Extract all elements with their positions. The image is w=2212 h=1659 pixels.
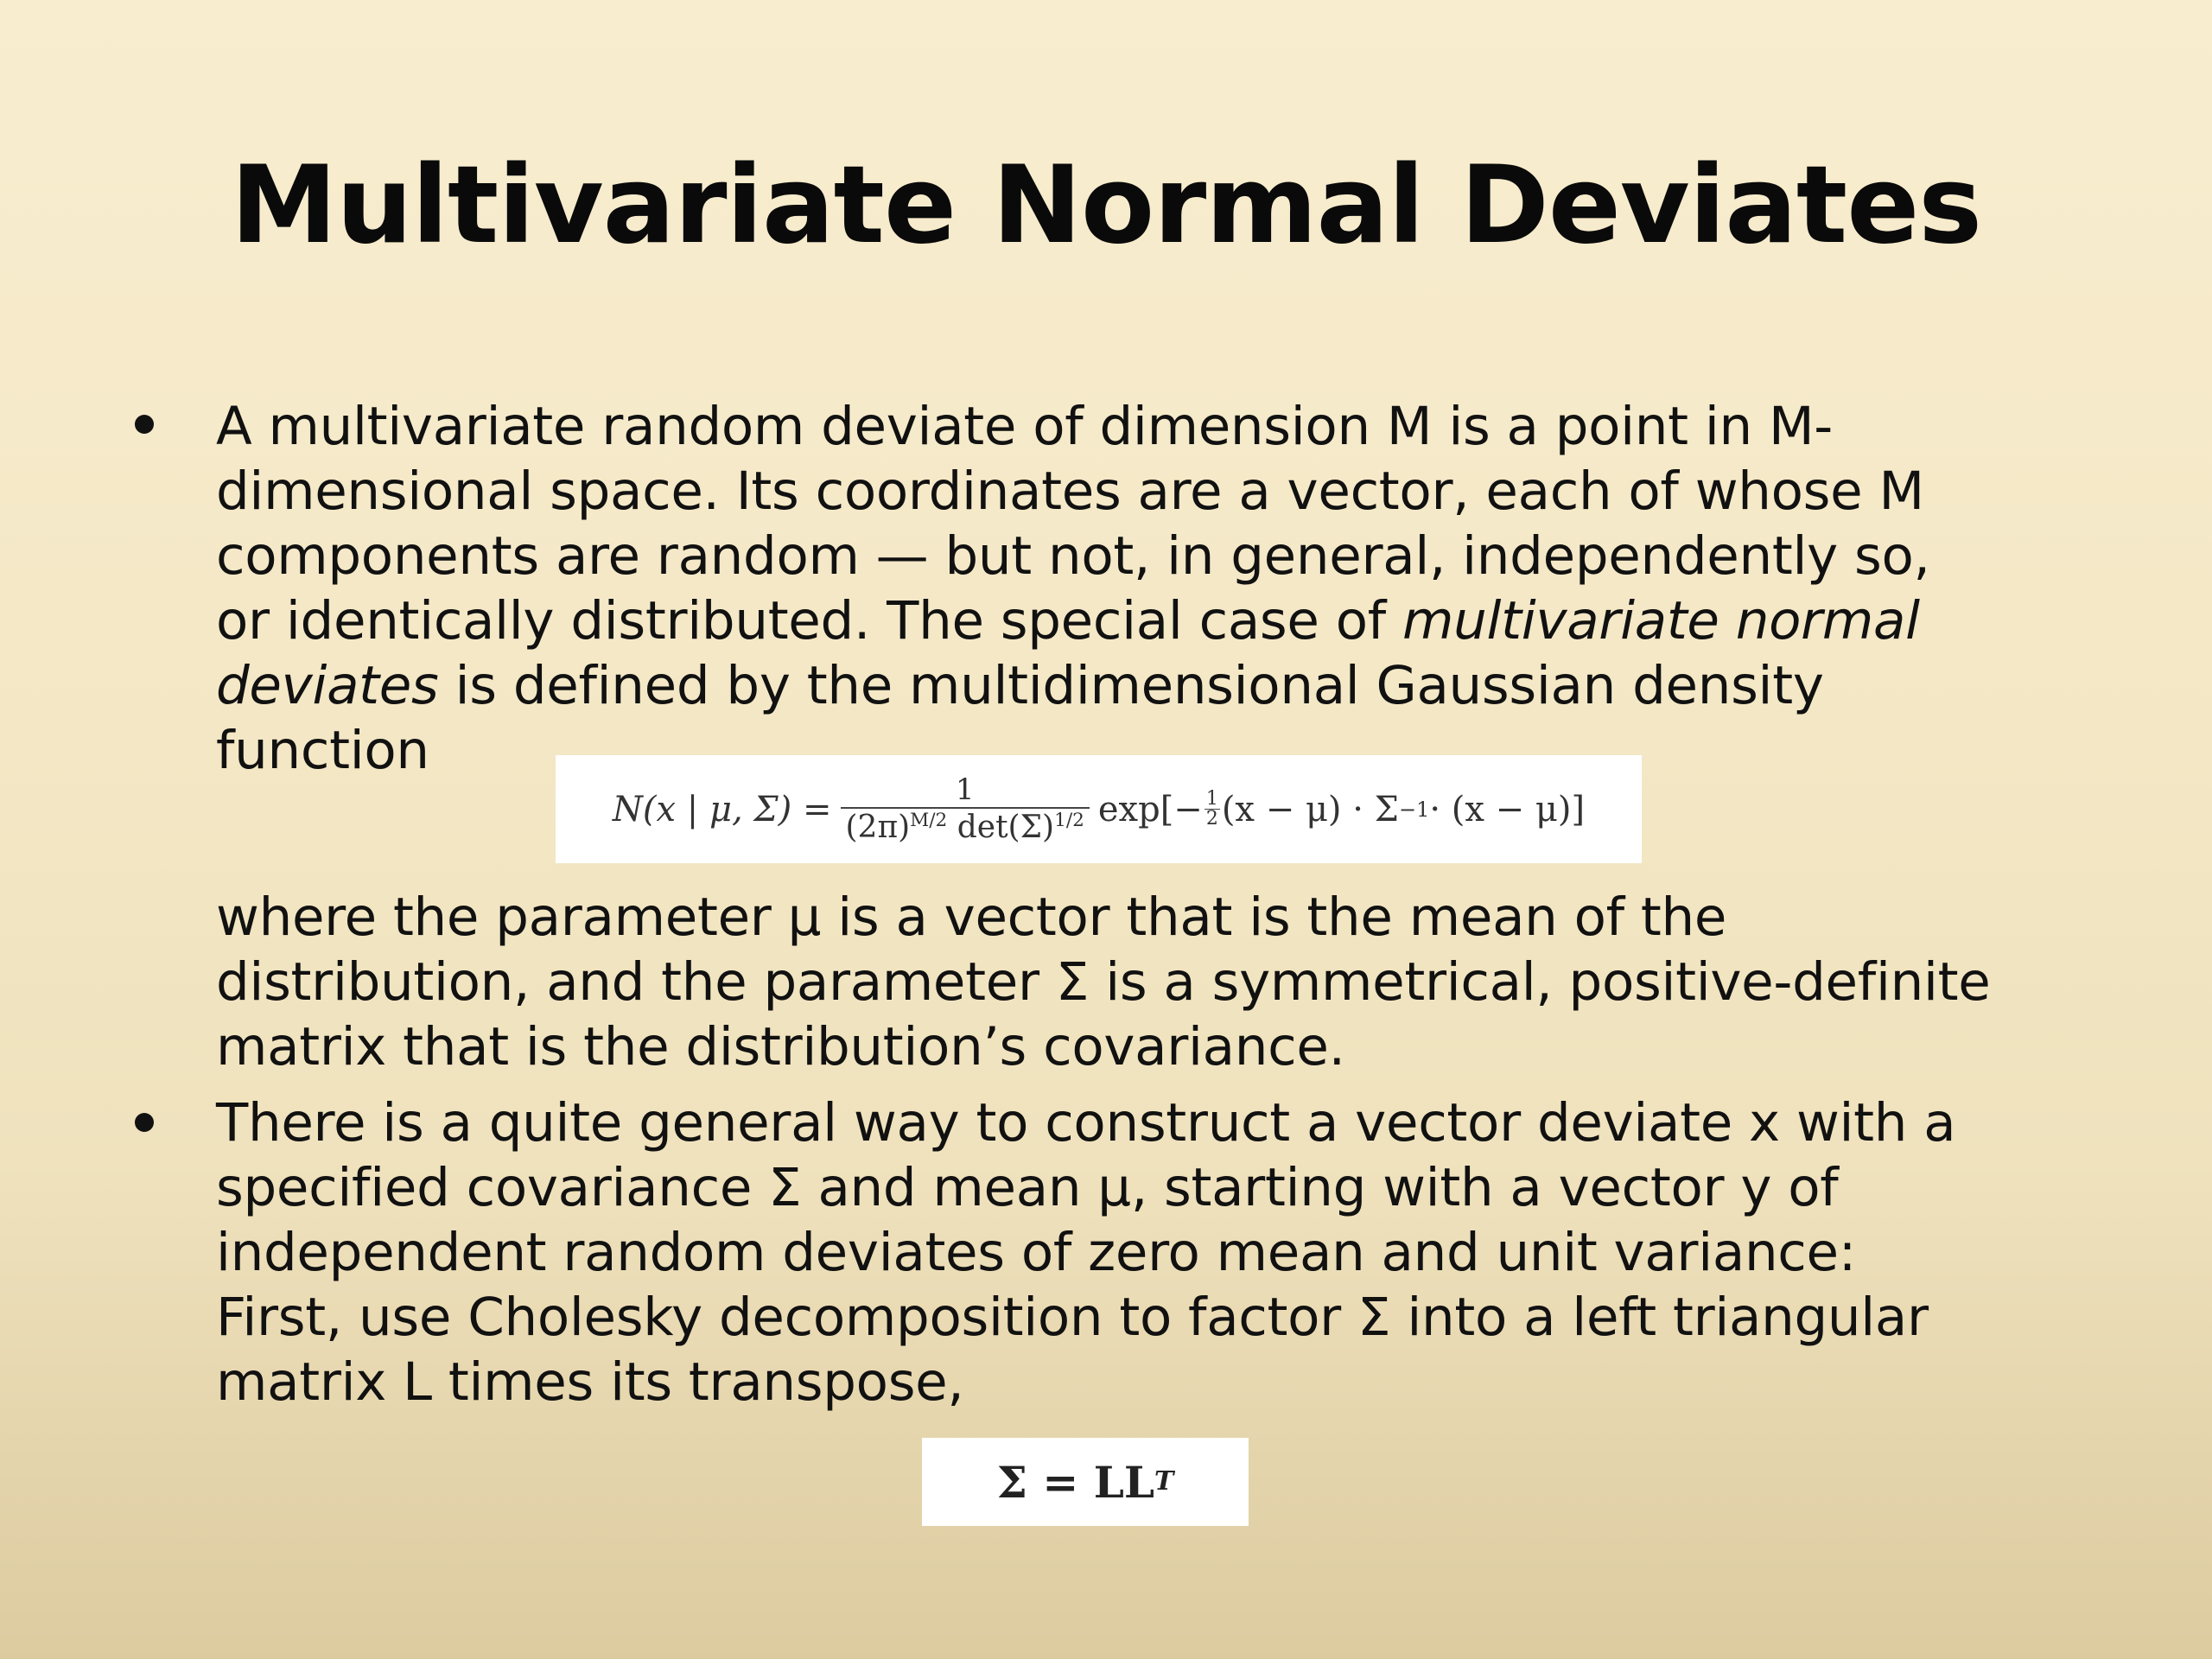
text-line: components are random — but not, in general, independently so, — [216, 525, 1930, 587]
half-denominator: 2 — [1205, 808, 1218, 830]
text-line: independent random deviates of zero mean and unit variance: — [216, 1222, 1857, 1283]
text-line: distribution, and the parameter Σ is a symmetrical, positive-definite — [216, 951, 1991, 1013]
formula-lhs: N(x | μ, Σ) = — [612, 789, 832, 830]
exp-middle: (x − μ) · Σ — [1221, 789, 1399, 830]
fraction-denominator — [841, 807, 1090, 847]
fraction-numerator: 1 — [955, 772, 975, 807]
text-fragment: or identically distributed. The special case of — [216, 590, 1403, 652]
text-line: First, use Cholesky decomposition to factor Σ into a left triangular — [216, 1287, 1929, 1348]
text-fragment: is defined by the multidimensional Gaussian density — [438, 655, 1824, 716]
emphasis-text: deviates — [216, 655, 439, 716]
bullet-paragraph-2 — [216, 1090, 2082, 1414]
formula-fraction — [841, 772, 1090, 847]
exp-prefix: exp[− — [1097, 789, 1203, 830]
text-line: matrix L times its transpose, — [216, 1351, 964, 1413]
text-line — [216, 588, 2082, 653]
half-fraction — [1205, 790, 1220, 829]
half-numerator: 1 — [1205, 788, 1218, 810]
emphasis-text: multivariate normal — [1402, 590, 1920, 652]
bullet-marker — [135, 1113, 154, 1132]
slide-title: Multivariate Normal Deviates — [230, 143, 1982, 268]
text-line: matrix that is the distribution’s covariance. — [216, 1016, 1345, 1077]
bullet-marker — [135, 415, 154, 434]
bullet-paragraph-1 — [216, 394, 2082, 783]
den-base: (2π) — [845, 809, 911, 845]
text-line: A multivariate random deviate of dimension M is a point in M- — [216, 396, 1834, 457]
cholesky-lhs: Σ = LL — [996, 1456, 1155, 1508]
den-determinant: det(Σ) — [947, 809, 1055, 845]
cholesky-formula: Σ = LL T — [922, 1438, 1249, 1526]
exp-suffix: · (x − μ)] — [1429, 789, 1586, 830]
den-exponent-2: 1/2 — [1054, 809, 1084, 831]
gaussian-density-formula: N(x | μ, Σ) = $\frac{1}{(2\pi)^{M/2} \det(\Sigma)^{1/2}}$ exp[− $\frac{1}{2}$ (x − μ) · Σ −1 · (x − μ)] — [556, 755, 1642, 863]
text-line: There is a quite general way to construct a vector deviate x with a — [216, 1092, 1956, 1154]
text-line: specified covariance Σ and mean μ, starting with a vector y of — [216, 1157, 1839, 1218]
text-line — [216, 653, 2082, 718]
text-line: where the parameter μ is a vector that is the mean of the — [216, 887, 1727, 948]
text-line: function — [216, 720, 429, 781]
den-exponent: M/2 — [910, 809, 948, 831]
text-line: dimensional space. Its coordinates are a vector, each of whose M — [216, 461, 1924, 522]
continuation-paragraph — [216, 885, 2082, 1079]
